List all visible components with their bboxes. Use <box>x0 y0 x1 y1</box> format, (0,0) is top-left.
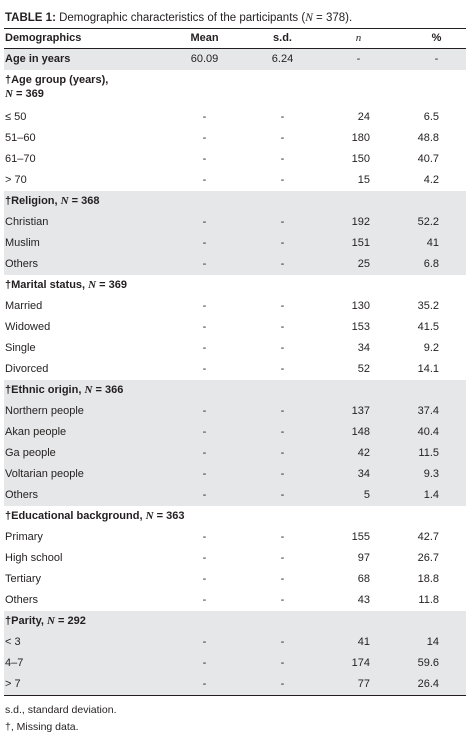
mean-cell: - <box>202 321 207 333</box>
row-label: Widowed <box>5 321 51 333</box>
percent-cell: 6.5 <box>423 111 439 123</box>
group-label-text: †Religion, <box>5 195 58 207</box>
sd-cell: - <box>254 233 310 254</box>
empty-cell <box>310 70 406 107</box>
group-label-text: †Parity, <box>5 615 44 627</box>
mean-cell: - <box>202 174 207 186</box>
percent-cell: 11.8 <box>418 594 439 606</box>
table-header-row <box>4 29 466 49</box>
row-label: Christian <box>4 212 154 233</box>
table-row <box>4 338 466 359</box>
n-cell: 34 <box>310 464 406 485</box>
mean-cell: - <box>154 464 254 485</box>
percent-cell: - <box>406 49 466 71</box>
table-notes <box>5 702 469 736</box>
n-cell: 148 <box>310 422 406 443</box>
note-sd: s.d., standard deviation. <box>5 704 117 716</box>
table-row <box>4 317 466 338</box>
row-label: Ga people <box>4 443 154 464</box>
table-row <box>4 170 466 191</box>
sd-cell: - <box>254 254 310 275</box>
percent-cell: 9.2 <box>423 342 439 354</box>
n-cell: 24 <box>357 111 370 123</box>
percent-cell: 40.7 <box>417 153 439 165</box>
group-n-symbol: N <box>88 279 97 291</box>
group-label <box>4 380 154 401</box>
sd-cell: - <box>280 153 285 165</box>
table-row <box>4 212 466 233</box>
percent-cell: 52.2 <box>406 212 466 233</box>
row-label: Others <box>5 594 39 606</box>
row-label: Akan people <box>4 422 154 443</box>
sd-cell: - <box>280 552 285 564</box>
percent-cell: 14.1 <box>417 363 439 375</box>
mean-cell: - <box>202 153 207 165</box>
group-label-text: †Marital status, <box>5 279 86 291</box>
sd-cell: - <box>280 573 285 585</box>
n-cell: 77 <box>310 674 406 696</box>
empty-cell <box>310 506 406 527</box>
row-label: > 70 <box>5 174 27 186</box>
table-row <box>4 254 466 275</box>
empty-cell <box>254 191 310 212</box>
row-label: 61–70 <box>5 153 36 165</box>
percent-cell: 40.4 <box>406 422 466 443</box>
table-row <box>4 107 466 128</box>
header-demographics: Demographics <box>5 32 82 44</box>
mean-cell: - <box>202 573 207 585</box>
percent-cell: 26.7 <box>417 552 439 564</box>
table-row <box>4 485 466 506</box>
group-label <box>4 70 154 107</box>
empty-cell <box>254 506 310 527</box>
empty-cell <box>406 70 466 107</box>
empty-cell <box>406 191 466 212</box>
header-sd: s.d. <box>273 32 292 44</box>
empty-cell <box>406 506 466 527</box>
sd-cell: - <box>280 132 285 144</box>
group-n-value: = 368 <box>71 195 100 207</box>
n-cell: 153 <box>351 321 370 333</box>
percent-cell: 18.8 <box>417 573 439 585</box>
sd-cell: - <box>280 321 285 333</box>
mean-cell: - <box>202 363 207 375</box>
table-row <box>4 401 466 422</box>
group-label <box>4 191 154 212</box>
row-label: Age in years <box>4 49 154 71</box>
table-row <box>4 128 466 149</box>
mean-cell: - <box>154 674 254 696</box>
mean-cell: - <box>154 233 254 254</box>
n-cell: 97 <box>357 552 370 564</box>
group-n-value: = 369 <box>16 88 44 100</box>
n-cell: 150 <box>351 153 370 165</box>
sd-cell: - <box>280 300 285 312</box>
percent-cell: 11.5 <box>406 443 466 464</box>
table-row <box>4 632 466 653</box>
sd-cell: - <box>280 174 285 186</box>
n-cell: 34 <box>357 342 370 354</box>
row-label: 4–7 <box>4 653 154 674</box>
empty-cell <box>310 275 406 296</box>
mean-cell: - <box>154 653 254 674</box>
sd-cell: - <box>280 531 285 543</box>
group-label-text: †Educational background, <box>5 510 143 522</box>
mean-cell: - <box>154 443 254 464</box>
table-row <box>4 296 466 317</box>
group-n-symbol: N <box>84 384 93 396</box>
empty-cell <box>310 611 406 632</box>
row-label: Muslim <box>4 233 154 254</box>
n-cell: 5 <box>310 485 406 506</box>
empty-cell <box>406 611 466 632</box>
n-cell: 43 <box>357 594 370 606</box>
percent-cell: 48.8 <box>417 132 439 144</box>
percent-cell: 41.5 <box>417 321 439 333</box>
sd-cell: - <box>254 674 310 696</box>
sd-cell: - <box>280 111 285 123</box>
group-header-row <box>4 611 466 632</box>
group-header-row <box>4 380 466 401</box>
sd-cell: - <box>254 464 310 485</box>
empty-cell <box>154 611 254 632</box>
caption-text-post: = 378). <box>312 12 353 24</box>
row-label: ≤ 50 <box>5 111 27 123</box>
n-cell: 42 <box>310 443 406 464</box>
n-cell: 130 <box>351 300 370 312</box>
table-row <box>4 569 466 590</box>
table-row <box>4 233 466 254</box>
row-label: Married <box>5 300 43 312</box>
mean-cell: - <box>202 531 207 543</box>
percent-cell: 9.3 <box>406 464 466 485</box>
n-cell: 15 <box>357 174 370 186</box>
group-label <box>4 506 185 527</box>
percent-cell: 41 <box>406 233 466 254</box>
sd-cell: - <box>254 212 310 233</box>
group-n-value: = 366 <box>95 384 124 396</box>
header-n: n <box>355 32 362 44</box>
n-cell: 25 <box>310 254 406 275</box>
row-label: > 7 <box>4 674 154 696</box>
table-row <box>4 149 466 170</box>
mean-cell: - <box>154 485 254 506</box>
row-label: Others <box>4 485 154 506</box>
row-label: Others <box>4 254 154 275</box>
group-n-value: = 369 <box>99 279 128 291</box>
n-cell: 68 <box>357 573 370 585</box>
empty-cell <box>154 275 254 296</box>
table-row <box>4 653 466 674</box>
mean-cell: - <box>202 132 207 144</box>
header-mean: Mean <box>190 32 219 44</box>
percent-cell: 1.4 <box>406 485 466 506</box>
row-label: Primary <box>5 531 43 543</box>
sd-cell: - <box>280 363 285 375</box>
percent-cell: 14 <box>406 632 466 653</box>
table-row <box>4 548 466 569</box>
mean-cell: - <box>202 342 207 354</box>
empty-cell <box>154 70 254 107</box>
group-n-symbol: N <box>60 195 69 207</box>
group-header-row <box>4 70 466 107</box>
n-cell: 41 <box>310 632 406 653</box>
mean-cell: - <box>202 300 207 312</box>
empty-cell <box>254 70 310 107</box>
percent-cell: 26.4 <box>406 674 466 696</box>
group-label-text: †Ethnic origin, <box>5 384 82 396</box>
mean-cell: 60.09 <box>154 49 254 71</box>
mean-cell: - <box>202 111 207 123</box>
sd-cell: - <box>254 653 310 674</box>
group-header-row <box>4 191 466 212</box>
table-body <box>4 49 466 696</box>
n-cell: 137 <box>310 401 406 422</box>
group-header-row <box>4 275 466 296</box>
group-n-symbol: N <box>47 615 55 627</box>
group-header-row <box>4 506 466 527</box>
percent-cell: 42.7 <box>417 531 439 543</box>
percent-cell: 6.8 <box>406 254 466 275</box>
empty-cell <box>254 275 310 296</box>
row-label: Voltarian people <box>4 464 154 485</box>
mean-cell: - <box>202 594 207 606</box>
n-cell: 155 <box>351 531 370 543</box>
table-row <box>4 527 466 548</box>
table-row <box>4 49 466 71</box>
n-cell: 151 <box>310 233 406 254</box>
empty-cell <box>254 380 310 401</box>
group-n-value: = 292 <box>58 615 86 627</box>
row-label: High school <box>5 552 63 564</box>
group-n-value: = 363 <box>156 510 185 522</box>
table-row <box>4 464 466 485</box>
caption-n-symbol: N <box>305 12 313 24</box>
group-label <box>4 611 154 632</box>
caption-text-pre: Demographic characteristics of the participants ( <box>55 12 306 24</box>
empty-cell <box>310 191 406 212</box>
percent-cell: 37.4 <box>406 401 466 422</box>
row-label: 51–60 <box>5 132 36 144</box>
row-label: Tertiary <box>5 573 42 585</box>
empty-cell <box>254 611 310 632</box>
caption-label: TABLE 1: <box>5 12 56 24</box>
mean-cell: - <box>154 212 254 233</box>
group-label-text: †Age group (years), <box>5 74 109 86</box>
mean-cell: - <box>154 422 254 443</box>
empty-cell <box>154 191 254 212</box>
header-percent: % <box>431 32 442 44</box>
table-row <box>4 422 466 443</box>
table-row <box>4 443 466 464</box>
empty-cell <box>310 380 406 401</box>
sd-cell: - <box>280 594 285 606</box>
table-row <box>4 359 466 380</box>
percent-cell: 35.2 <box>417 300 439 312</box>
n-cell: - <box>310 49 406 71</box>
mean-cell: - <box>154 401 254 422</box>
n-cell: 180 <box>351 132 370 144</box>
mean-cell: - <box>202 552 207 564</box>
row-label: Divorced <box>5 363 49 375</box>
sd-cell: - <box>280 342 285 354</box>
table-container <box>4 0 469 736</box>
demographics-table <box>4 28 466 696</box>
sd-cell: - <box>254 485 310 506</box>
row-label: < 3 <box>4 632 154 653</box>
group-n-symbol: N <box>5 88 13 100</box>
row-label: Single <box>5 342 36 354</box>
sd-cell: - <box>254 422 310 443</box>
table-row <box>4 590 466 611</box>
n-cell: 192 <box>310 212 406 233</box>
table-row <box>4 674 466 696</box>
row-label: Northern people <box>4 401 154 422</box>
sd-cell: 6.24 <box>254 49 310 71</box>
empty-cell <box>406 380 466 401</box>
sd-cell: - <box>254 632 310 653</box>
percent-cell: 59.6 <box>406 653 466 674</box>
table-caption <box>5 10 469 26</box>
note-missing: †, Missing data. <box>5 721 79 733</box>
percent-cell: 4.2 <box>423 174 439 186</box>
empty-cell <box>154 380 254 401</box>
sd-cell: - <box>254 443 310 464</box>
group-label <box>4 275 154 296</box>
n-cell: 174 <box>310 653 406 674</box>
group-n-symbol: N <box>145 510 154 522</box>
sd-cell: - <box>254 401 310 422</box>
mean-cell: - <box>154 254 254 275</box>
empty-cell <box>406 275 466 296</box>
mean-cell: - <box>154 632 254 653</box>
n-cell: 52 <box>357 363 370 375</box>
